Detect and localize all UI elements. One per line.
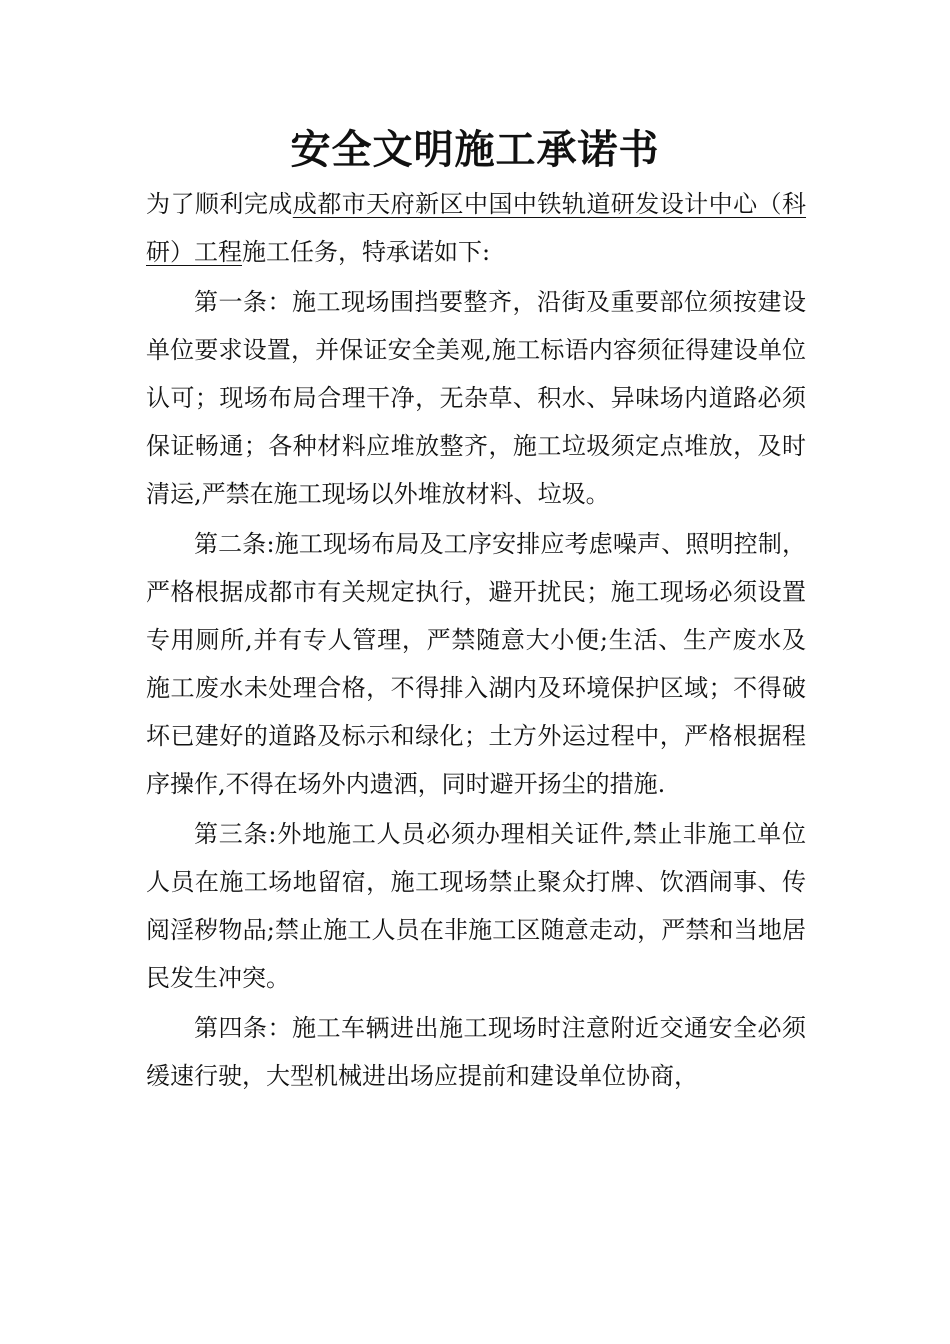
article-3: 第三条:外地施工人员必须办理相关证件,禁止非施工单位人员在施工场地留宿，施工现场禁止聚众打牌、饮酒闹事、传阅淫秽物品;禁止施工人员在非施工区随意走动，严禁和当地居民发生冲突。 <box>146 820 806 992</box>
intro-paragraph <box>146 180 806 276</box>
article-2: 第二条:施工现场布局及工序安排应考虑噪声、照明控制，严格根据成都市有关规定执行，避开扰民；施工现场必须设置专用厕所,并有专人管理，严禁随意大小便;生活、生产废水及施工废水未处理合格，不得排入湖内及环境保护区域；不得破坏已建好的道路及标示和绿化；土方外运过程中，严格根据程序操作,不得在场外内遗洒，同时避开扬尘的措施. <box>146 530 806 798</box>
article-1: 第一条：施工现场围挡要整齐，沿街及重要部位须按建设单位要求设置，并保证安全美观,施工标语内容须征得建设单位认可；现场布局合理干净，无杂草、积水、异味场内道路必须保证畅通；各种材料应堆放整齐，施工垃圾须定点堆放，及时清运,严禁在施工现场以外堆放材料、垃圾。 <box>146 288 806 508</box>
document-title: 安全文明施工承诺书 <box>290 126 660 173</box>
project-name: 成都市天府新区中国中铁轨道研发设计中心（科研）工程 <box>146 190 807 266</box>
intro-prefix: 为了顺利完成 <box>146 190 293 218</box>
document-body <box>146 180 806 1100</box>
article-4: 第四条：施工车辆进出施工现场时注意附近交通安全必须缓速行驶，大型机械进出场应提前和建设单位协商， <box>146 1014 806 1090</box>
intro-suffix: 施工任务，特承诺如下: <box>242 238 491 266</box>
